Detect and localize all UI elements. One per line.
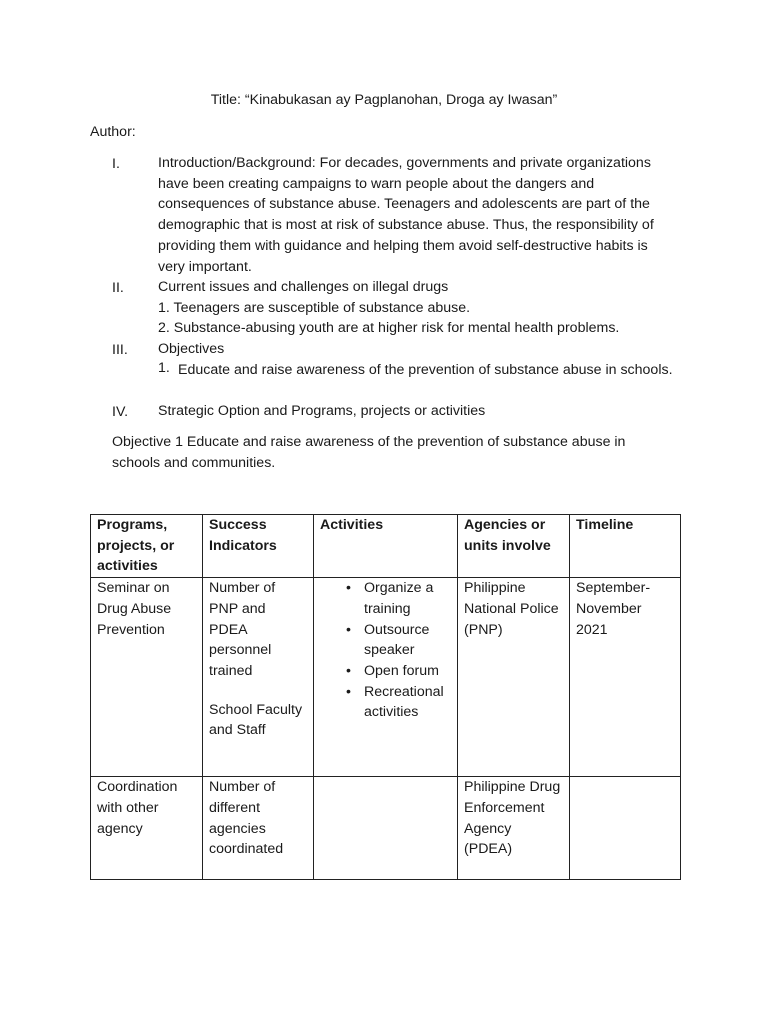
section-text-3: Objectives	[158, 341, 225, 357]
author-label: Author:	[90, 124, 136, 140]
section-numeral-4: IV.	[112, 404, 129, 420]
section-numeral-3: III.	[112, 342, 128, 358]
objective-paragraph: Objective 1 Educate and raise awareness of the prevention of substance abuse in schools and communities.	[112, 434, 626, 471]
cell-agency: Philippine National Police (PNP)	[458, 578, 570, 777]
header-agencies: Agencies or units involve	[458, 515, 570, 578]
cell-timeline: September-November 2021	[570, 578, 681, 777]
cell-timeline	[570, 777, 681, 880]
section-text-1: Introduction/Background: For decades, governments and private organizations have been creating campaigns to warn people about the dangers and consequences of substance abuse. Teenagers and adolescents are part of the demographic that is most at risk of substance abuse. Thus, the responsibility of providing them with guidance and helping them avoid self-destructive habits is very important.	[158, 155, 654, 275]
header-indicators: Success Indicators	[203, 515, 314, 578]
cell-activities	[314, 777, 458, 880]
indicator-text: Number of PNP and PDEA personnel trained	[209, 580, 276, 679]
list-item: • Outsource speaker	[346, 621, 430, 659]
cell-indicator: Number of different agencies coordinated	[203, 777, 314, 880]
cell-program: Seminar on Drug Abuse Prevention	[91, 578, 203, 777]
list-item: • Organize a training	[346, 580, 434, 617]
cell-activities	[314, 578, 458, 777]
header-activities: Activities	[314, 515, 458, 578]
table-header-row	[91, 515, 681, 578]
cell-agency: Philippine Drug Enforcement Agency (PDEA)	[458, 777, 570, 880]
activities-list	[320, 578, 451, 723]
objective-list-number: 1.	[158, 360, 170, 376]
header-programs: Programs, projects, or activities	[91, 515, 203, 578]
section-numeral-2: II.	[112, 280, 124, 296]
list-item: • Recreational activities	[346, 683, 444, 721]
section-text-4: Strategic Option and Programs, projects or activities	[158, 403, 486, 419]
indicator-text-2: School Faculty and Staff	[209, 701, 303, 739]
issue-item-1: 1. Teenagers are susceptible of substance abuse.	[158, 300, 471, 316]
issue-item-2: 2. Substance-abusing youth are at higher risk for mental health problems.	[158, 320, 620, 336]
list-item: • Open forum	[346, 662, 439, 679]
cell-program: Coordination with other agency	[91, 777, 203, 880]
table-row	[91, 777, 681, 880]
table-row	[91, 578, 681, 777]
strategy-table	[90, 514, 681, 880]
objective-list-text: Educate and raise awareness of the prevention of substance abuse in schools.	[178, 362, 673, 378]
cell-indicator	[203, 578, 314, 777]
section-text-2: Current issues and challenges on illegal drugs	[158, 279, 449, 295]
section-numeral-1: I.	[112, 156, 120, 172]
header-timeline: Timeline	[570, 515, 681, 578]
document-title: Title: “Kinabukasan ay Pagplanohan, Droga ay Iwasan”	[210, 92, 558, 108]
